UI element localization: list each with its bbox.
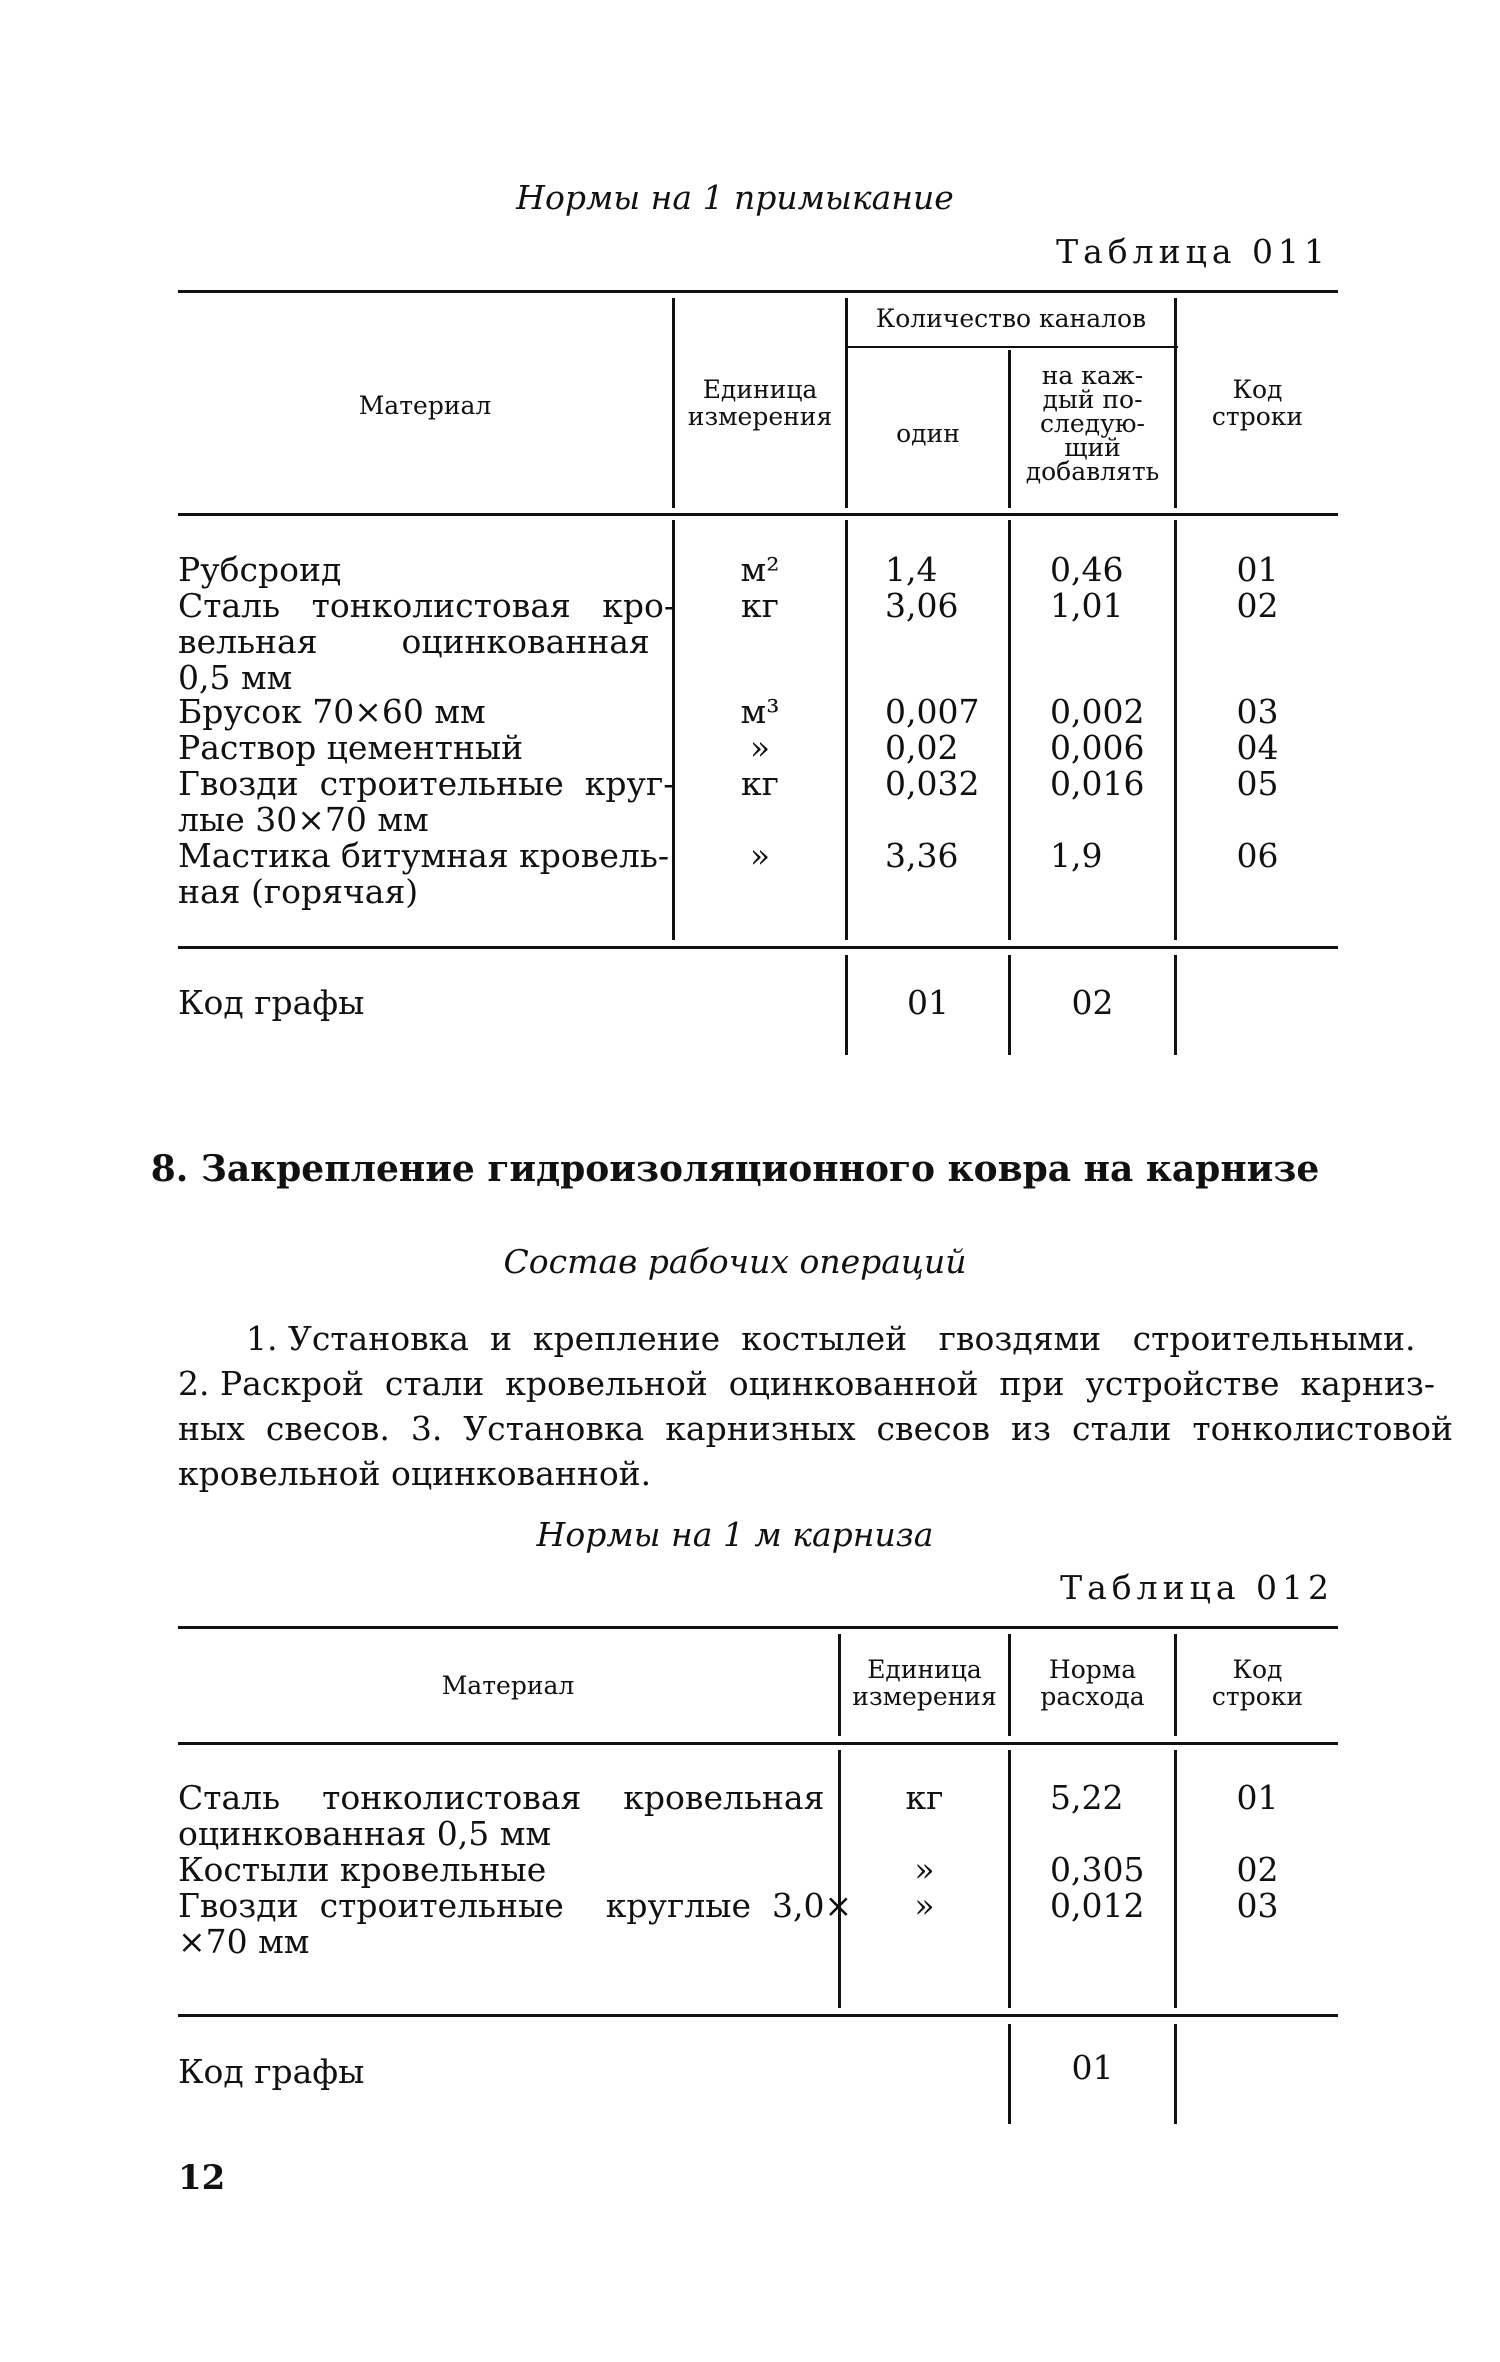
t1-material: Мастика битумная кровель- ная (горячая) (178, 836, 669, 911)
t1-unit: кг (741, 764, 779, 803)
t2-header-unit: Единица измерения (852, 1655, 997, 1711)
t2-footer-col1: 01 (1071, 2048, 1114, 2087)
t1-header-one: один (896, 419, 960, 448)
t1-one: 0,007 (885, 692, 980, 731)
section-text (178, 1316, 1453, 1496)
t2-material: Сталь тонколистовая кровельная оцинкованная 0,5 мм (178, 1778, 825, 1853)
t2-material: Костыли кровельные (178, 1850, 547, 1889)
t1-code: 06 (1236, 836, 1279, 875)
t2-header-code: Код строки (1211, 1655, 1304, 1711)
t2-norm: 5,22 (1050, 1778, 1124, 1817)
section-heading: 8. Закрепление гидроизоляционного ковра на карнизе (150, 1148, 1320, 1190)
t1-material: Гвозди строительные круг- лые 30×70 мм (178, 764, 675, 839)
t2-footer-label: Код графы (178, 2052, 365, 2091)
t2-unit: кг (905, 1778, 944, 1817)
t2-header-material: Материал (441, 1671, 575, 1700)
t1-one: 3,06 (885, 586, 959, 625)
t2-code: 01 (1236, 1778, 1279, 1817)
table2-number: Таблица 012 (1060, 1568, 1334, 1607)
text-line: 1. Установка и крепление костылей гвоздями строительными. (246, 1319, 1416, 1358)
t1-header-channels: Количество каналов (875, 304, 1147, 333)
t2-material: Гвозди строительные круглые 3,0× ×70 мм (178, 1886, 853, 1961)
t2-header-norm: Норма расхода (1040, 1655, 1145, 1711)
section-subheading: Состав рабочих операций (503, 1242, 967, 1281)
table1-number: Таблица 011 (1056, 232, 1330, 271)
t2-unit: » (914, 1886, 935, 1925)
t2-unit: » (914, 1850, 935, 1889)
text-line: кровельной оцинкованной. (178, 1454, 652, 1493)
t1-unit: » (749, 728, 771, 767)
table1-caption: Нормы на 1 примыкание (516, 178, 954, 217)
t1-each: 1,9 (1050, 836, 1103, 875)
t1-footer-col2: 02 (1071, 983, 1114, 1022)
t1-each: 0,006 (1050, 728, 1145, 767)
page-number: 12 (178, 2158, 226, 2198)
t1-code: 04 (1236, 728, 1279, 767)
t1-each: 0,002 (1050, 692, 1145, 731)
t1-material: Рубсроид (178, 550, 342, 589)
t1-each: 0,46 (1050, 550, 1124, 589)
t1-header-material: Материал (358, 391, 492, 420)
t1-code: 02 (1236, 586, 1279, 625)
t2-code: 03 (1236, 1886, 1279, 1925)
t2-norm: 0,305 (1050, 1850, 1145, 1889)
t1-footer-label: Код графы (178, 983, 365, 1022)
text-line: 2. Раскрой стали кровельной оцинкованной при устройстве карниз- (178, 1364, 1436, 1403)
t1-material: Сталь тонколистовая кро- вельная оцинкованная 0,5 мм (178, 586, 676, 697)
t1-one: 0,032 (885, 764, 980, 803)
t1-material: Брусок 70×60 мм (178, 692, 486, 731)
t1-unit: м² (740, 550, 780, 589)
t1-one: 0,02 (885, 728, 959, 767)
table2-caption: Нормы на 1 м карниза (536, 1515, 934, 1554)
t1-header-unit: Единица измерения (687, 375, 833, 431)
t1-header-each-next: на каж- дый по- следую- щий добавлять (1025, 361, 1160, 486)
t1-code: 05 (1236, 764, 1279, 803)
t1-footer-col1: 01 (907, 983, 949, 1022)
t1-one: 1,4 (885, 550, 938, 589)
t1-unit: м³ (740, 692, 780, 731)
t1-code: 01 (1236, 550, 1279, 589)
t2-norm: 0,012 (1050, 1886, 1145, 1925)
t1-each: 1,01 (1050, 586, 1124, 625)
t1-unit: » (749, 836, 771, 875)
t1-each: 0,016 (1050, 764, 1145, 803)
t2-code: 02 (1236, 1850, 1279, 1889)
text-line: ных свесов. 3. Установка карнизных свесов из стали тонколистовой (178, 1409, 1453, 1448)
t1-material: Раствор цементный (178, 728, 524, 767)
t1-header-code: Код строки (1211, 375, 1304, 431)
t1-one: 3,36 (885, 836, 959, 875)
t1-unit: кг (741, 586, 779, 625)
t1-code: 03 (1236, 692, 1279, 731)
